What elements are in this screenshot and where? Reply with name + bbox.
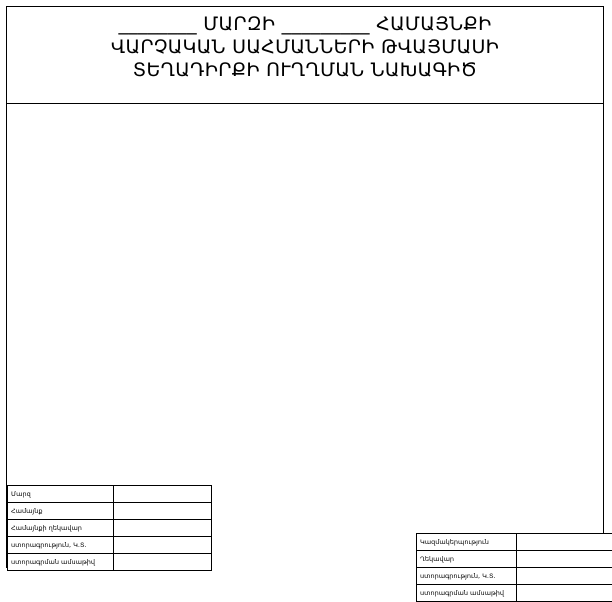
stamp-right-label-3: ստորագրման ամսաթիվ [417, 585, 517, 602]
stamp-left-value-0[interactable] [114, 486, 212, 503]
title-line-2: ՎԱՐՉԱԿԱՆ ՍԱՀՄԱՆՆԵՐԻ ԹՎԱՅՄԱՍԻ [6, 36, 604, 59]
stamp-left-label-4: ստորագրման ամսաթիվ [8, 554, 114, 571]
stamp-right-label-1: Ղեկավար [417, 551, 517, 568]
stamp-left-label-2: Համայնքի ղեկավար [8, 520, 114, 537]
stamp-left-value-1[interactable] [114, 503, 212, 520]
stamp-right-label-2: ստորագրություն, Կ.Տ. [417, 568, 517, 585]
table-row [8, 520, 212, 537]
table-row [417, 585, 612, 602]
table-row [417, 534, 612, 551]
stamp-left-label-3: ստորագրություն, Կ.Տ. [8, 537, 114, 554]
table-row [8, 537, 212, 554]
stamp-right-value-1[interactable] [517, 551, 612, 568]
stamp-right-value-2[interactable] [517, 568, 612, 585]
table-row [8, 486, 212, 503]
stamp-left-label-0: Մարզ [8, 486, 114, 503]
stamp-left-value-3[interactable] [114, 537, 212, 554]
title-line-3: ՏԵՂԱԴԻՐՔԻ ՈՒՂՂՄԱՆ ՆԱԽԱԳԻԾ [6, 59, 604, 82]
stamp-right-value-0[interactable] [517, 534, 612, 551]
stamp-right-label-0: Կազմակերպություն [417, 534, 517, 551]
stamp-table-right [416, 533, 612, 602]
stamp-left-value-4[interactable] [114, 554, 212, 571]
table-row [8, 554, 212, 571]
table-row [417, 551, 612, 568]
title-block [6, 6, 604, 104]
table-row [417, 568, 612, 585]
stamp-table-left [7, 485, 212, 571]
stamp-right-value-3[interactable] [517, 585, 612, 602]
stamp-left-label-1: Համայնք [8, 503, 114, 520]
title-line-1: ________ ՄԱՐԶԻ _________ ՀԱՄԱՅՆՔԻ [6, 13, 604, 36]
stamp-left-value-2[interactable] [114, 520, 212, 537]
table-row [8, 503, 212, 520]
